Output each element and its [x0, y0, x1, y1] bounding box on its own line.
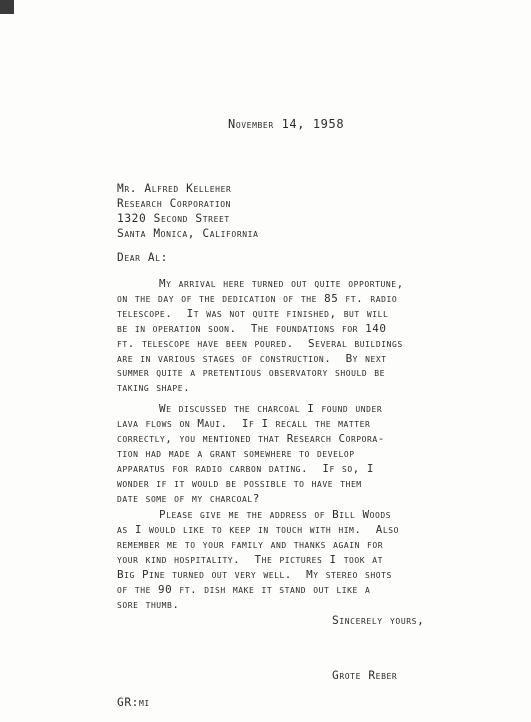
paragraph-line: your kind hospitality. The pictures I took at: [117, 553, 383, 566]
paragraph-line: Big Pine turned out very well. My stereo shots: [117, 568, 392, 581]
closing: Sincerely yours,: [332, 614, 425, 627]
paragraph-line: lava flows on Maui. If I recall the matter: [117, 417, 371, 430]
paragraph-line: are in various stages of construction. By next: [117, 352, 387, 365]
paragraph-line: apparatus for radio carbon dating. If so, I: [117, 462, 375, 475]
corner-mark: [0, 0, 14, 14]
signature-name: Grote Reber: [332, 669, 398, 682]
paragraph-line: be in operation soon. The foundations for 140: [117, 322, 387, 335]
paragraph-line: remember me to your family and thanks again for: [117, 538, 384, 551]
paragraph-line: on the day of the dedication of the 85 ft. radio: [117, 292, 398, 305]
paragraph-line: We discussed the charcoal I found under: [159, 402, 383, 415]
paragraph-line: wonder if it would be possible to have them: [117, 477, 362, 490]
paragraph-line: Please give me the address of Bill Woods: [159, 508, 392, 521]
letter-date: November 14, 1958: [228, 117, 345, 131]
paragraph-line: sore thumb.: [117, 598, 180, 611]
paragraph-line: My arrival here turned out quite opportune,: [159, 277, 404, 290]
paragraph-line: ft. telescope have been poured. Several buildings: [117, 337, 403, 350]
paragraph-line: taking shape.: [117, 381, 191, 394]
paragraph-line: tion had made a grant somewhere to develop: [117, 447, 355, 460]
recipient-organization: Research Corporation: [117, 197, 232, 210]
paragraph-line: telescope. It was not quite finished, but will: [117, 307, 389, 320]
paragraph-line: summer quite a pretentious observatory should be: [117, 366, 386, 379]
paragraph-line: correctly, you mentioned that Research Corpora-: [117, 432, 385, 445]
reference-initials: GR:mi: [117, 696, 150, 709]
recipient-street: 1320 Second Street: [117, 212, 230, 225]
paragraph-line: as I would like to keep in touch with him. Also: [117, 523, 399, 536]
recipient-name: Mr. Alfred Kelleher: [117, 182, 232, 195]
salutation: Dear Al:: [117, 251, 169, 264]
paragraph-line: date some of my charcoal?: [117, 492, 260, 505]
paragraph-line: of the 90 ft. dish make it stand out like a: [117, 583, 371, 596]
recipient-city: Santa Monica, California: [117, 227, 259, 240]
